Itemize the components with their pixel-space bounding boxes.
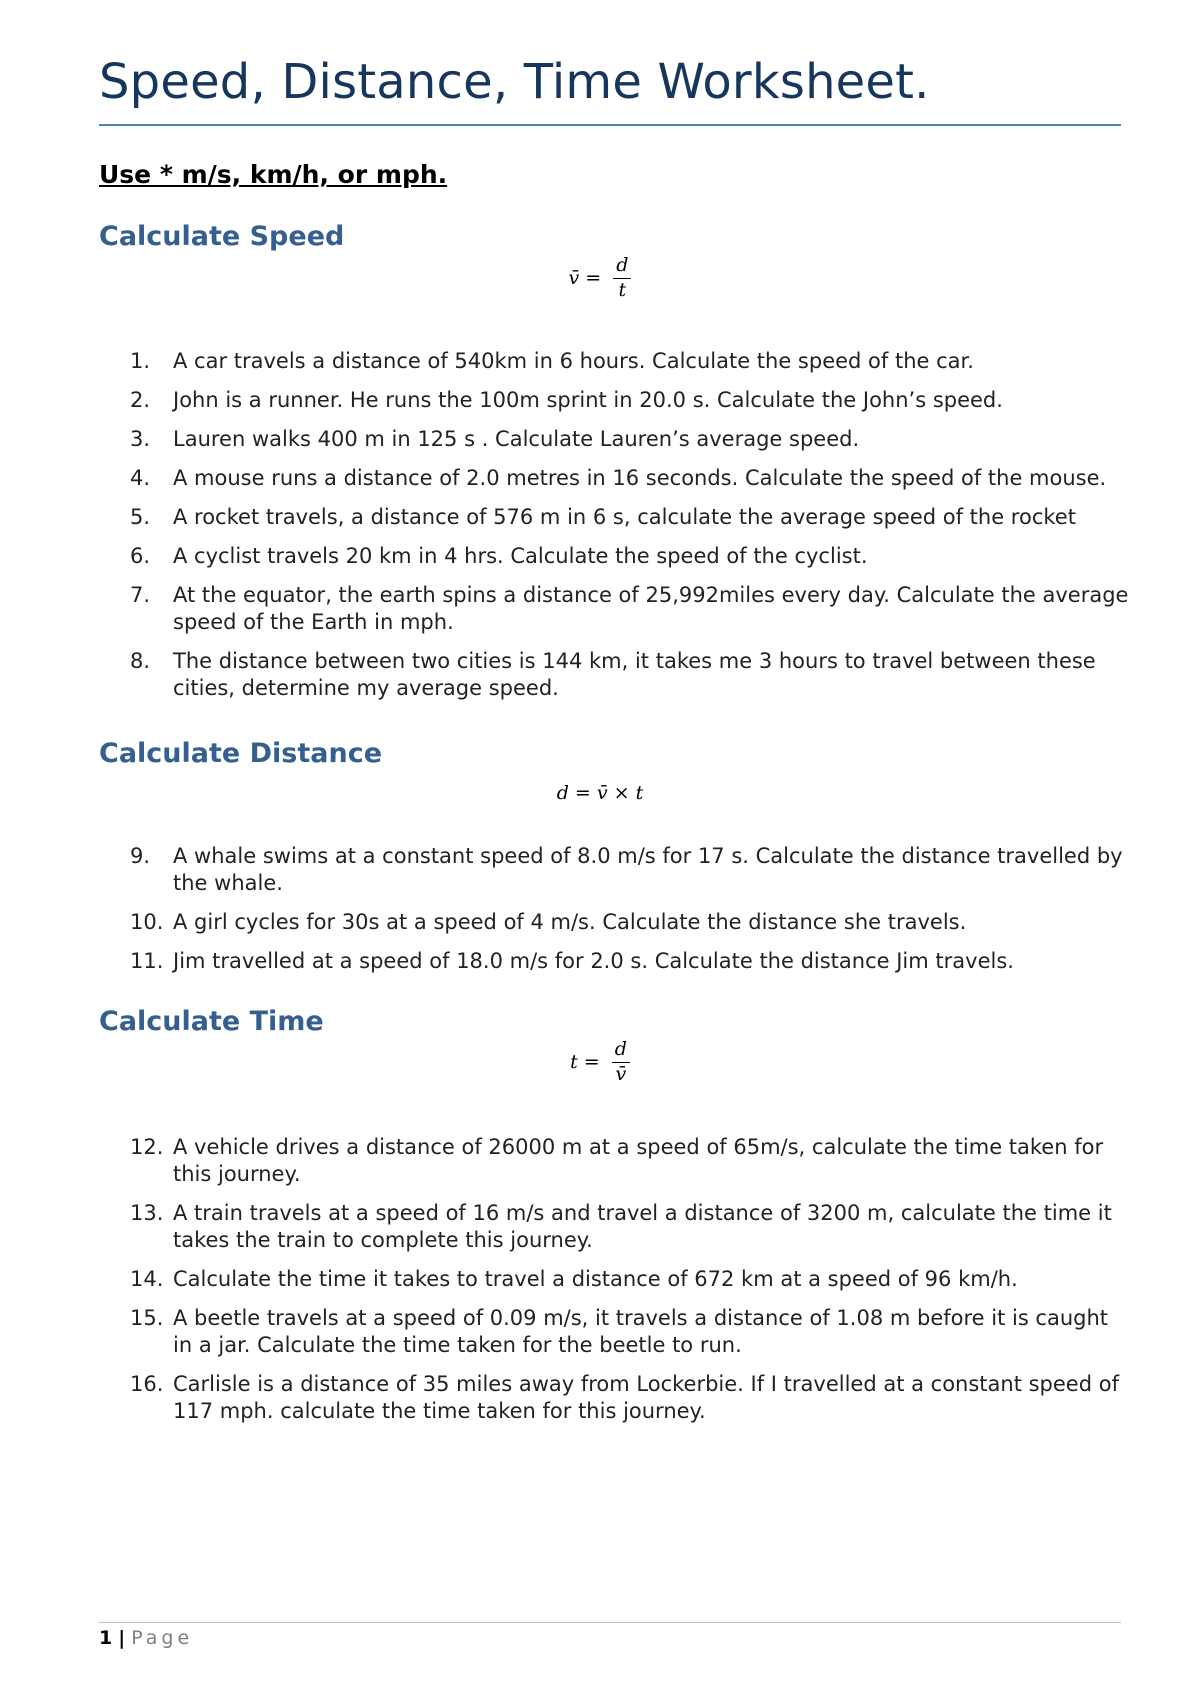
formula-speed-numerator: d [613, 256, 631, 279]
question-text: A vehicle drives a distance of 26000 m at a speed of 65m/s, calculate the time taken for this journey. [173, 1135, 1104, 1186]
formula-time [0, 1040, 1200, 1085]
speed-question-list [130, 348, 1130, 714]
formula-time-fraction [612, 1040, 630, 1085]
section-heading-distance: Calculate Distance [99, 738, 383, 769]
question-item [130, 504, 1130, 531]
formula-speed-fraction [613, 256, 631, 301]
formula-speed-denominator: t [618, 278, 627, 301]
question-number: 4. [130, 466, 151, 490]
question-text: A train travels at a speed of 16 m/s and travel a distance of 3200 m, calculate the time it takes the train to complete this journey. [173, 1201, 1112, 1252]
question-text: Jim travelled at a speed of 18.0 m/s for 2.0 s. Calculate the distance Jim travels. [173, 949, 1014, 973]
question-number: 7. [130, 583, 151, 607]
question-text: A beetle travels at a speed of 0.09 m/s, it travels a distance of 1.08 m before it is caught in a jar. Calculate the time taken for the beetle to run. [173, 1306, 1109, 1357]
question-number: 8. [130, 649, 151, 673]
question-text: Lauren walks 400 m in 125 s . Calculate Lauren’s average speed. [173, 427, 860, 451]
question-number: 3. [130, 427, 151, 451]
question-item [130, 582, 1130, 636]
question-number: 11. [130, 949, 164, 973]
units-note: Use * m/s, km/h, or mph. [99, 160, 448, 189]
distance-question-list [130, 843, 1130, 987]
question-number: 10. [130, 910, 164, 934]
question-number: 5. [130, 505, 151, 529]
question-text: At the equator, the earth spins a distance of 25,992miles every day. Calculate the average speed of the Earth in mph. [173, 583, 1129, 634]
formula-speed-lhs: v̄ = [568, 267, 602, 290]
question-item [130, 426, 1130, 453]
question-text: A rocket travels, a distance of 576 m in 6 s, calculate the average speed of the rocket [173, 505, 1076, 529]
question-item [130, 843, 1130, 897]
footer-rule [99, 1622, 1121, 1623]
footer-separator: | [118, 1627, 126, 1649]
question-item [130, 1371, 1130, 1425]
question-text: A whale swims at a constant speed of 8.0 m/s for 17 s. Calculate the distance travelled by the whale. [173, 844, 1123, 895]
question-item [130, 1200, 1130, 1254]
question-text: A car travels a distance of 540km in 6 hours. Calculate the speed of the car. [173, 349, 974, 373]
section-heading-speed: Calculate Speed [99, 221, 345, 252]
question-number: 2. [130, 388, 151, 412]
formula-time-numerator: d [612, 1040, 630, 1063]
question-number: 9. [130, 844, 151, 868]
page-footer [99, 1627, 193, 1649]
question-item [130, 948, 1130, 975]
question-item [130, 648, 1130, 702]
footer-page-number: 1 [99, 1627, 113, 1649]
question-text: Calculate the time it takes to travel a distance of 672 km at a speed of 96 km/h. [173, 1267, 1018, 1291]
title-underline-rule [99, 124, 1121, 126]
question-text: A mouse runs a distance of 2.0 metres in 16 seconds. Calculate the speed of the mouse. [173, 466, 1107, 490]
question-item [130, 909, 1130, 936]
question-item [130, 348, 1130, 375]
question-item [130, 1266, 1130, 1293]
question-item [130, 465, 1130, 492]
question-item [130, 1305, 1130, 1359]
question-text: A cyclist travels 20 km in 4 hrs. Calculate the speed of the cyclist. [173, 544, 868, 568]
formula-distance: d = v̄ × t [556, 782, 644, 804]
question-number: 13. [130, 1201, 164, 1225]
time-question-list [130, 1134, 1130, 1437]
formula-speed [0, 256, 1200, 301]
formula-time-denominator: v̄ [615, 1062, 627, 1085]
question-item [130, 543, 1130, 570]
question-number: 6. [130, 544, 151, 568]
footer-page-label: Page [131, 1627, 194, 1649]
question-text: John is a runner. He runs the 100m sprint in 20.0 s. Calculate the John’s speed. [173, 388, 1003, 412]
question-number: 16. [130, 1372, 164, 1396]
section-heading-time: Calculate Time [99, 1006, 324, 1037]
question-number: 12. [130, 1135, 164, 1159]
question-item [130, 1134, 1130, 1188]
question-number: 14. [130, 1267, 164, 1291]
question-number: 15. [130, 1306, 164, 1330]
page-title: Speed, Distance, Time Worksheet. [99, 54, 930, 110]
formula-time-lhs: t = [570, 1051, 600, 1074]
question-text: Carlisle is a distance of 35 miles away from Lockerbie. If I travelled at a constant speed of 117 mph. calculate the time taken for this journey. [173, 1372, 1119, 1423]
question-text: The distance between two cities is 144 km, it takes me 3 hours to travel between these cities, determine my average speed. [173, 649, 1096, 700]
question-number: 1. [130, 349, 151, 373]
question-text: A girl cycles for 30s at a speed of 4 m/s. Calculate the distance she travels. [173, 910, 967, 934]
question-item [130, 387, 1130, 414]
